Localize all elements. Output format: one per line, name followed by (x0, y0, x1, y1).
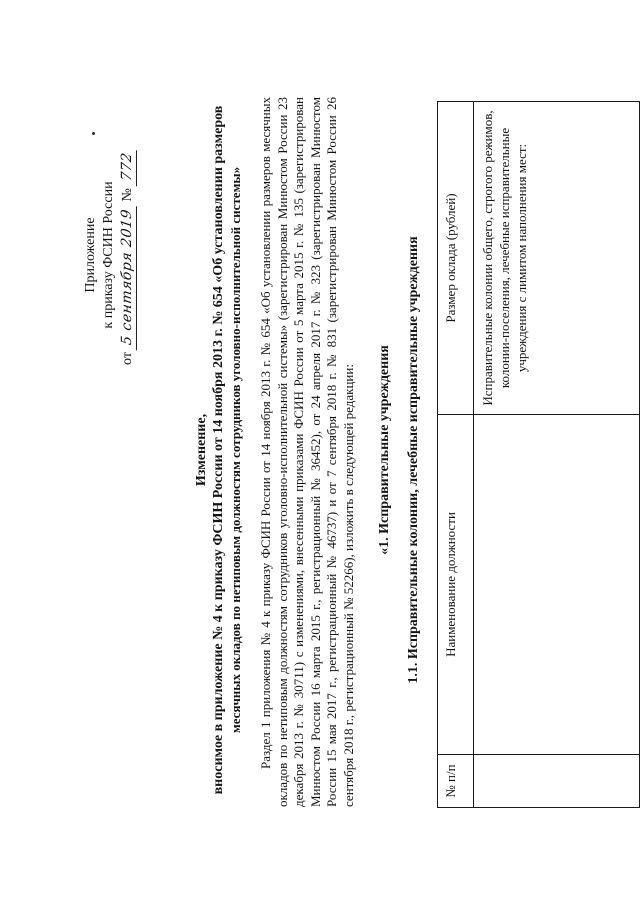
title-line-1: Изменение, (194, 413, 209, 487)
appendix-date-line (118, 115, 137, 395)
document-title (193, 105, 244, 795)
appendix-title: Приложение (83, 217, 98, 293)
title-line-2: вносимое в приложение № 4 к приказу ФСИН России от 14 ноября 2013 г. № 654 «Об установлении размеров (211, 105, 226, 795)
cell-empty (474, 415, 640, 755)
header-position-name: Наименование должности (438, 415, 474, 755)
title-line-3: месячных окладов по нетиповым должностям сотрудников уголовно-исполнительной системы» (228, 166, 243, 734)
subsection-heading: 1.1. Исправительные колонии, лечебные исправительные учреждения (406, 236, 421, 684)
body-paragraph: Раздел 1 приложения № 4 к приказу ФСИН России от 14 ноября 2013 г. № 654 «Об установлении размеров месячных окладов по нетиповым должностям сотрудников уголовно-исполнительной системы» (зарегистрирован Минюстом России 23 декабря 2013 г. № 30711) с изменениями, внесенными приказами ФСИН России от 5 марта 2015 г. № 135 (зарегистрирован Минюстом России 16 марта 2015 г., регистрационный № 36452), от 24 апреля 2017 г. № 323 (зарегистрирован Минюстом России 15 мая 2017 г., регистрационный № 46737) и от 7 сентября 2018 г. № 831 (зарегистрирован Минюстом России 26 сентября 2018 г., регистрационный № 52266), изложить в следующей редакции: (258, 97, 356, 807)
salary-table (437, 101, 640, 808)
number-prefix: № (120, 188, 135, 202)
appendix-order-ref: к приказу ФСИН России (101, 181, 116, 329)
header-num: № п/п (438, 755, 474, 808)
category-cell: Исправительные колонии общего, строгого режимов, колонии-поселения, лечебные исправительные учреждения с лимитом наполнения мест: (474, 102, 640, 415)
section-heading: «1. Исправительные учреждения (377, 345, 392, 555)
handwritten-number: 772 (118, 147, 137, 186)
cell-num (474, 755, 640, 808)
appendix-block (82, 115, 137, 395)
header-salary: Размер оклада (рублей) (438, 102, 474, 415)
handwritten-date: 5 сентября 2019 (118, 204, 137, 350)
date-prefix: от (120, 352, 135, 365)
table-header-row (438, 102, 474, 808)
scan-dot-mark (92, 132, 95, 135)
table-row (474, 102, 640, 808)
